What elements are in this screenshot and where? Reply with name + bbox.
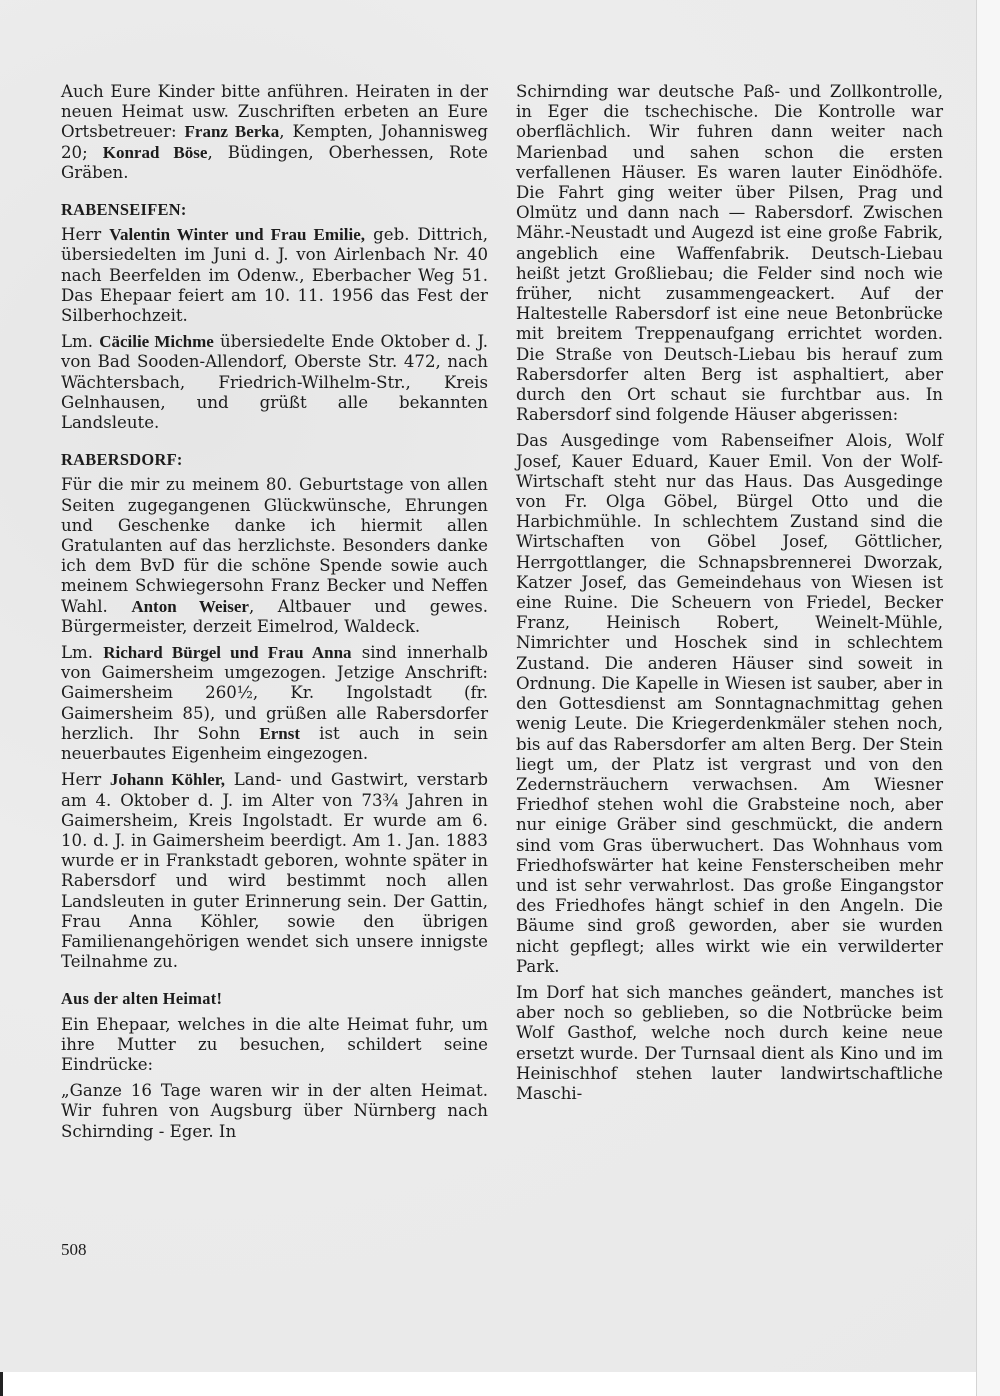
article-paragraph: Das Ausgedinge vom Rabenseifner Alois, Wolf Josef, Kauer Eduard, Kauer Emil. Von der Wolf-Wirtschaft steht nur das Haus. Das Ausgedinge von Fr. Olga Göbel, Bürgel Otto und die Harbichmühle. In schlechtem Zustand sind die Wirtschaften von Göbel Josef, Göttlicher, Herrgottlanger, die Schnapsbrennerei Dworzak, Katzer Josef, das Gemeindehaus von Wiesen ist eine Ruine. Die Scheuern von Friedel, Becker Franz, Heinisch Robert, Weinelt-Mühle, Nimrichter und Hoschek sind in schlechtem Zustand. Die anderen Häuser sind soweit in Ordnung. Die Kapelle in Wiesen ist sauber, aber in den Gottesdienst am Sonntagnachmittag gehen wenig Leute. Die Kriegerdenkmäler stehen noch, bis auf das Rabersdorfer am alten Berg. Der Stein liegt um, der Platz ist vergrast und von den Zedernsträuchern verwachsen. Am Wiesner Friedhof stehen wohl die Grabsteine noch, aber nur einige Gräber sind geschmückt, die andern sind vom Gras überwuchert. Das Wohnhaus vom Friedhofswärter hat keine Fensterscheiben mehr und ist sehr verwahrlost. Das große Eingangstor des Friedhofes hängt schief in den Angeln. Die Bäume sind groß geworden, aber sie wurden nicht gepflegt; alles wirkt wie ein verwilderter Park. [516,431,943,976]
article-paragraph: Im Dorf hat sich manches geändert, manches ist aber noch so geblieben, so die Notbrücke beim Wolf Gasthof, welche noch durch keine neue ersetzt wurde. Der Turnsaal dient als Kino und im Heinischhof stehen lauter landwirtschaftliche Maschi- [516,982,943,1103]
article-paragraph: Lm. Cäcilie Michme übersiedelte Ende Oktober d. J. von Bad Sooden-Allendorf, Oberste Str. 472, nach Wächtersbach, Friedrich-Wilhelm-Str., Kreis Gelnhausen, und grüßt alle bekannten Landsleute. [61,332,488,433]
article-paragraph: Für die mir zu meinem 80. Geburtstage von allen Seiten zugegangenen Glückwünsche, Ehrungen und Geschenke danke ich hiermit allen Gratulanten auf das herzlichste. Besonders danke ich dem BvD für die schöne Spende sowie auch meinem Schwiegersohn Franz Becker und Neffen Wahl. Anton Weiser, Altbauer und gewes. Bürgermeister, derzeit Eimelrod, Waldeck. [61,475,489,636]
person-name: Richard Bürgel und Frau Anna [103,643,352,663]
scan-edge [976,0,1000,1396]
obituary-paragraph: Herr Johann Köhler, Land- und Gastwirt, verstarb am 4. Oktober d. J. im Alter von 73¾ Jahren in Gaimersheim, Kreis Ingolstadt. Er wurde am 6. 10. d. J. in Gaimersheim beerdigt. Am 1. Jan. 1883 wurde er in Frankstadt geboren, wohnte später in Rabersdorf und wird bestimmt noch allen Landsleuten in guter Erinnerung sein. Der Gattin, Frau Anna Köhler, sowie den übrigen Familienangehörigen wendet sich unsere innigste Teilnahme zu. [61,770,489,972]
contact-name: Konrad Böse [102,142,208,162]
article-paragraph: „Ganze 16 Tage waren wir in der alten Heimat. Wir fuhren von Augsburg über Nürnberg nach Schirnding - Eger. In [61,1081,488,1141]
article-paragraph: Ein Ehepaar, welches in die alte Heimat fuhr, um ihre Mutter zu besuchen, schildert seine Eindrücke: [61,1014,488,1074]
section-heading-alte-heimat: Aus der alten Heimat! [61,989,223,1009]
section-heading-rabenseifen: RABENSEIFEN: [61,200,187,220]
contact-name: Franz Berka [184,122,280,142]
article-paragraph: Schirnding war deutsche Paß- und Zollkontrolle, in Eger die tschechische. Die Kontrolle war oberflächlich. Wir fuhren dann weiter nach Marienbad und sahen schon die ersten verfallenen Häuser. Es waren lauter Einödhöfe. Die Fahrt ging weiter über Pilsen, Prag und Olmütz und dann nach — Rabersdorf. Zwischen Mähr.-Neustadt und Augezd ist eine große Fabrik, angeblich eine Waffenfabrik. Deutsch-Liebau heißt jetzt Großliebau; die Felder sind noch wie früher, nicht zusammengeackert. Auf der Haltestelle Rabersdorf ist eine neue Betonbrücke mit breitem Treppenaufgang errichtet worden. Die Straße von Deutsch-Liebau bis herauf zum Rabersdorfer alten Berg ist asphaltiert, aber durch den Ort schaut sie furchtbar aus. In Rabersdorf sind folgende Häuser abgerissen: [516,82,943,425]
person-name: Valentin Winter und Frau Emilie, [109,225,366,245]
person-name: Anton Weiser [131,596,249,616]
article-paragraph: Herr Valentin Winter und Frau Emilie, geb. Dittrich, übersiedelten im Juni d. J. von Airlenbach Nr. 40 nach Beerfelden im Odenw., Eberbacher Weg 51. Das Ehepaar feiert am 10. 11. 1956 das Fest der Silberhochzeit. [61,225,488,326]
right-column [516,82,943,1110]
left-column [61,82,488,1148]
section-heading-rabersdorf: RABERSDORF: [61,450,183,470]
person-name: Cäcilie Michme [99,332,214,352]
scan-edge-mark [0,1372,3,1396]
person-name: Ernst [259,723,301,743]
intro-paragraph: Auch Eure Kinder bitte anführen. Heiraten in der neuen Heimat usw. Zuschriften erbeten an Eure Ortsbetreuer: Franz Berka, Kempten, Johannisweg 20; Konrad Böse, Büdingen, Oberhessen, Rote Gräben. [61,82,488,182]
article-paragraph: Lm. Richard Bürgel und Frau Anna sind innerhalb von Gaimersheim umgezogen. Jetzige Anschrift: Gaimersheim 260½, Kr. Ingolstadt (fr. Gaimersheim 85), und grüßen alle Rabersdorfer herzlich. Ihr Sohn Ernst ist auch in sein neuerbautes Eigenheim eingezogen. [61,643,488,764]
person-name: Johann Köhler, [109,770,226,790]
page-number: 508 [61,1240,87,1259]
